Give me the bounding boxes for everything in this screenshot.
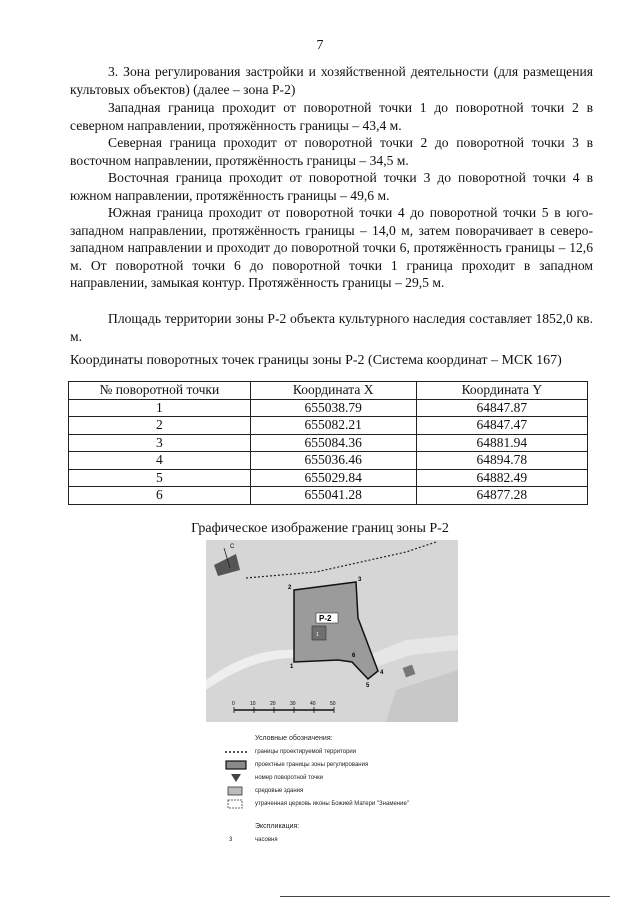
table-row [69,487,588,505]
table-header-row [69,382,588,400]
map-drawing [206,540,458,722]
point-label-2: 2 [288,585,292,591]
y-cell: 64882.49 [416,469,587,487]
legend-item-label: утраченная церковь иконы Божией Матери "Знамение" [255,801,409,807]
legend-item [225,747,465,759]
scale-label: 0 [232,701,235,707]
building-number: 1 [316,632,319,638]
point-number-cell: 3 [69,434,251,452]
legend-item-label: границы проектируемой территории [255,749,357,755]
x-cell: 655038.79 [250,399,416,417]
point-number-cell: 4 [69,452,251,470]
table-row [69,469,588,487]
scale-label: 20 [270,701,276,707]
legend-item [225,773,465,785]
column-header-point-number: № поворотной точки [69,382,251,400]
legend-item-label: средовые здания [255,788,304,794]
point-label-4: 4 [380,670,384,676]
scale-label: 30 [290,701,296,707]
point-label-5: 5 [366,683,370,689]
y-cell: 64894.78 [416,452,587,470]
zone-heading: 3. Зона регулирования застройки и хозяйственной деятельности (для размещения культовых объектов) (далее – зона Р-2) [70,64,593,97]
legend-item [225,786,465,798]
zone-label: Р-2 [319,614,332,623]
scale-label: 50 [330,701,336,707]
chapel-building [312,626,326,640]
zone-map [206,540,458,722]
dotted-boundary-icon [225,747,247,757]
y-cell: 64881.94 [416,434,587,452]
legend-item-label: номер поворотной точки [255,775,324,781]
explication-title: Экспликация: [255,823,300,830]
table-row [69,434,588,452]
north-label: С [230,544,235,550]
west-boundary-paragraph: Западная граница проходит от поворотной точки 1 до поворотной точки 2 в северном направлении, протяжённость границы – 43,4 м. [70,100,593,133]
south-boundary-paragraph: Южная граница проходит от поворотной точки 4 до поворотной точки 5 в юго-западном направлении, протяжённость границы – 14,0 м, затем поворачивает в северо-западном направлении и проходит до поворотной точки 6, протяжённость границы – 12,6 м. От поворотной точки 6 до поворотной точки 1 граница проходит в западном направлении, замыкая контур. Протяжённость границы – 29,5 м. [70,205,593,291]
lost-church-icon [225,799,247,809]
x-cell: 655029.84 [250,469,416,487]
building-icon [225,786,247,796]
point-number-cell: 5 [69,469,251,487]
column-header-x: Координата X [250,382,416,400]
explication-label: часовня [255,837,278,843]
point-number-cell: 2 [69,417,251,435]
column-header-y: Координата Y [416,382,587,400]
point-label-3: 3 [358,577,362,583]
area-paragraph: Площадь территории зоны Р-2 объекта культурного наследия составляет 1852,0 кв. м. [70,311,593,344]
x-cell: 655082.21 [250,417,416,435]
point-number-cell: 6 [69,487,251,505]
legend-item [225,799,465,811]
x-cell: 655041.28 [250,487,416,505]
point-number-cell: 1 [69,399,251,417]
table-row [69,452,588,470]
legend-item [225,760,465,772]
map-caption: Графическое изображение границ зоны Р-2 [191,521,449,536]
legend-title: Условные обозначения: [255,735,333,742]
scale-label: 10 [250,701,256,707]
table-row [69,417,588,435]
table-caption: Координаты поворотных точек границы зоны Р-2 (Система координат – МСК 167) [70,353,562,368]
y-cell: 64847.47 [416,417,587,435]
north-boundary-paragraph: Северная граница проходит от поворотной точки 2 до поворотной точки 3 в восточном направлении, протяжённость границы – 34,5 м. [70,135,593,168]
east-boundary-paragraph: Восточная граница проходит от поворотной точки 3 до поворотной точки 4 в южном направлении, протяжённость границы – 49,6 м. [70,170,593,203]
point-label-1: 1 [290,664,294,670]
explication-item [225,835,465,847]
point-label-6: 6 [352,653,356,659]
turning-point-icon [225,773,247,783]
y-cell: 64877.28 [416,487,587,505]
explication-number: 3 [229,837,233,843]
zone-fill-icon [225,760,247,770]
x-cell: 655036.46 [250,452,416,470]
table-row [69,399,588,417]
coordinates-table [68,381,588,505]
footer-rule [280,896,610,897]
legend-item-label: проектные границы зоны регулирования [255,762,369,768]
page-number: 7 [316,38,324,53]
x-cell: 655084.36 [250,434,416,452]
scale-label: 40 [310,701,316,707]
y-cell: 64847.87 [416,399,587,417]
